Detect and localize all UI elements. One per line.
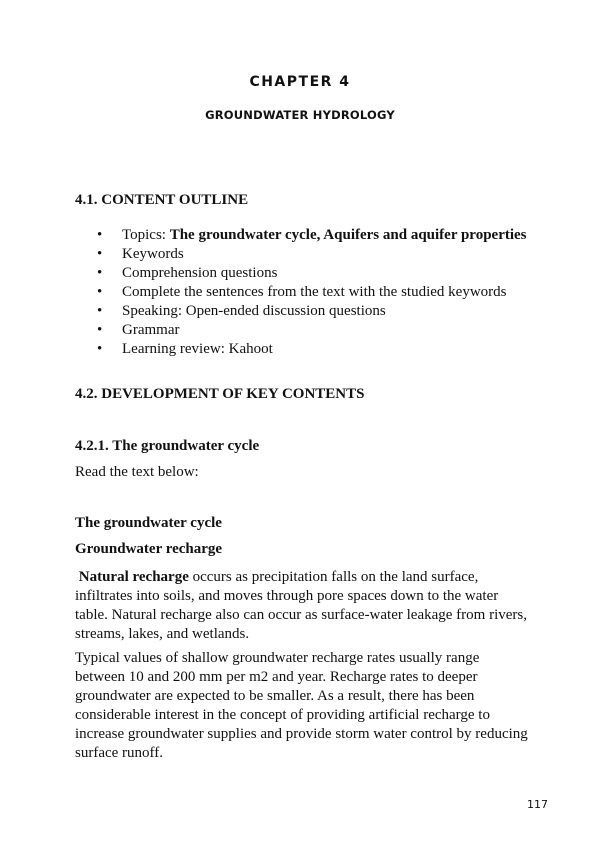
- outline-list: [75, 226, 545, 359]
- list-item: [75, 302, 545, 321]
- section-heading-content-outline: 4.1. CONTENT OUTLINE: [75, 192, 249, 208]
- paragraph-body: occurs as precipitation falls on the land surface, infiltrates into soils, and moves through pore spaces down to the water table. Natural recharge also can occur as surface-water leakage from rivers, streams, lakes, and wetlands.: [75, 569, 527, 642]
- instruction-text: Read the text below:: [75, 464, 199, 480]
- topics-prefix: Topics:: [122, 227, 170, 243]
- list-item: [75, 245, 545, 264]
- bullet-icon: •: [97, 265, 103, 281]
- page-number: 117: [527, 798, 548, 811]
- paragraph-bold-lead: Natural recharge: [78, 569, 189, 585]
- list-item: [75, 226, 545, 245]
- list-item: [75, 321, 545, 340]
- list-item-text: Grammar: [122, 322, 180, 338]
- paragraph-recharge-rates: Typical values of shallow groundwater recharge rates usually range between 10 and 200 mm per m2 and year. Recharge rates to deeper groundwater are expected to be smaller. As a result, there has been considerable interest in the concept of providing artificial recharge to increase groundwater supplies and provide storm water control by reducing surface runoff.: [75, 650, 528, 761]
- list-item: [75, 283, 545, 302]
- list-item: [75, 340, 545, 359]
- bullet-icon: •: [97, 246, 103, 262]
- text-title: The groundwater cycle: [75, 515, 222, 531]
- list-item-text: Learning review: Kahoot: [122, 341, 273, 357]
- list-item-text: Keywords: [122, 246, 184, 262]
- list-item-text: Comprehension questions: [122, 265, 278, 281]
- subsection-heading: 4.2.1. The groundwater cycle: [75, 438, 260, 454]
- paragraph-natural-recharge: [75, 568, 530, 644]
- text-subheading: Groundwater recharge: [75, 541, 223, 557]
- list-item-text: Complete the sentences from the text with the studied keywords: [122, 284, 507, 300]
- bullet-icon: •: [97, 341, 103, 357]
- bullet-icon: •: [97, 322, 103, 338]
- bullet-icon: •: [97, 303, 103, 319]
- list-item: [75, 264, 545, 283]
- bullet-icon: •: [97, 284, 103, 300]
- chapter-heading: CHAPTER 4: [249, 74, 351, 90]
- bullet-icon: •: [97, 227, 103, 243]
- chapter-subtitle: GROUNDWATER HYDROLOGY: [205, 108, 395, 122]
- topics-list: The groundwater cycle, Aquifers and aquifer properties: [169, 227, 527, 243]
- list-item-text: Speaking: Open-ended discussion questions: [122, 303, 386, 319]
- section-heading-key-contents: 4.2. DEVELOPMENT OF KEY CONTENTS: [75, 386, 365, 402]
